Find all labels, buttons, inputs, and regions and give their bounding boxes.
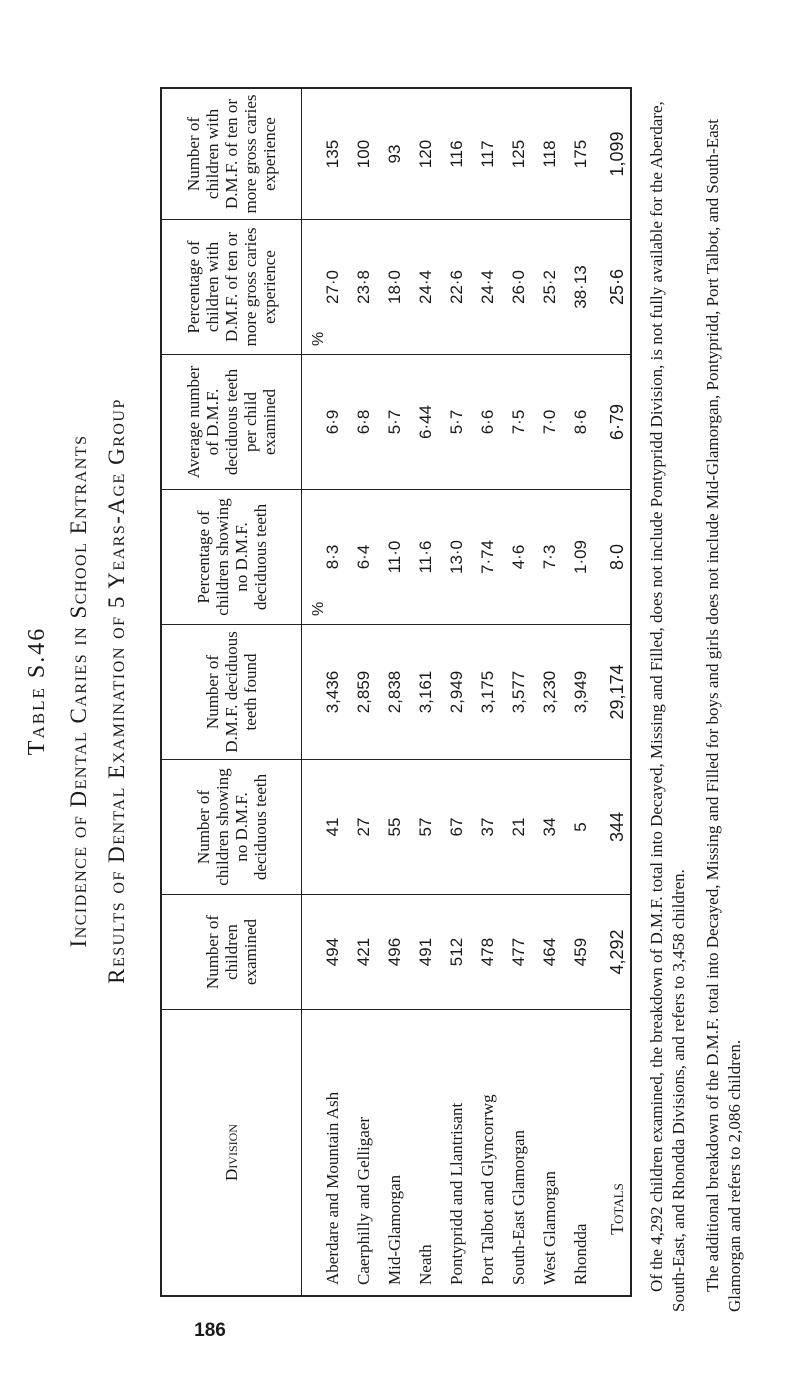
column-no-dmf: [162, 760, 630, 895]
header-num-ten: Number of children with D.M.F. of ten or more gross caries experience: [162, 89, 302, 219]
table-subtitle: Results of Dental Examination of 5 Years-Age Group: [104, 398, 129, 984]
dmf-teeth-cell: 3,949: [571, 670, 590, 714]
division-cell: Aberdare and Mountain Ash: [323, 1091, 342, 1285]
examined-cell: 477: [509, 937, 528, 967]
dmf-teeth-cell: 3,436: [323, 670, 342, 714]
pct-ten-cell: 27·0: [323, 269, 342, 305]
avg-dmf-cell: 7·5: [509, 409, 528, 435]
num-ten-cell: 93: [385, 144, 404, 164]
pct-ten-total: 25·6: [607, 268, 627, 306]
table-number: Table S.46: [24, 626, 50, 756]
dmf-teeth-cell: 3,161: [416, 670, 435, 714]
division-cell: Pontypridd and Llantrisant: [447, 1102, 466, 1285]
footnotes: [646, 52, 758, 1312]
division-cell: Neath: [416, 1244, 435, 1285]
pct-ten-cell: 22·6: [447, 269, 466, 305]
no-dmf-cell: 57: [416, 817, 435, 837]
pct-no-dmf-total: 8·0: [607, 544, 627, 571]
examined-cell: 494: [323, 937, 342, 967]
pct-ten-cell: 26·0: [509, 269, 528, 305]
examined-cell: 421: [354, 937, 373, 967]
examined-total: 4,292: [607, 929, 627, 975]
table-title: Incidence of Dental Caries in School Entrants: [66, 434, 91, 948]
pct-no-dmf-cell: 13·0: [447, 539, 466, 575]
avg-dmf-cell: 6·44: [416, 404, 435, 440]
examined-cell: 496: [385, 937, 404, 967]
avg-dmf-total: 6·79: [607, 403, 627, 441]
dmf-teeth-cell: 2,838: [385, 670, 404, 714]
dmf-teeth-cell: 3,230: [540, 670, 559, 714]
division-cell: South-East Glamorgan: [509, 1129, 528, 1285]
pct-no-dmf-cell: 8·3: [323, 544, 342, 570]
division-cell: Port Talbot and Glyncorrwg: [478, 1094, 497, 1285]
dmf-teeth-cell: 3,175: [478, 670, 497, 714]
num-ten-cell: 100: [354, 139, 373, 169]
pct-no-dmf-cell: 7·74: [478, 539, 497, 575]
pct-ten-cell: 24·4: [478, 269, 497, 305]
header-pct-ten: Percentage of children with D.M.F. of ten or more gross caries experience: [162, 220, 302, 354]
num-ten-cell: 117: [478, 140, 497, 168]
no-dmf-cell: 21: [509, 817, 528, 837]
division-cell: West Glamorgan: [540, 1171, 559, 1285]
avg-dmf-cell: 6·8: [354, 409, 373, 435]
num-ten-total: 1,099: [607, 131, 627, 177]
examined-cell: 464: [540, 937, 559, 967]
page-number: 186: [194, 1320, 226, 1341]
no-dmf-cell: 34: [540, 817, 559, 837]
avg-dmf-cell: 5·7: [447, 409, 466, 435]
division-cell: Mid-Glamorgan: [385, 1174, 404, 1285]
footnote: Of the 4,292 children examined, the breakdown of D.M.F. total into Decayed, Missing and Filled, does not include Pontypridd Division, is not fully available for the Aberdare, South-East, and Rhondda Divisions, and refers to 3,458 children.: [647, 101, 688, 1312]
column-avg-dmf: [162, 355, 630, 490]
percent-unit: %: [310, 331, 327, 346]
column-division: [162, 1010, 630, 1295]
pct-ten-cell: 25·2: [540, 269, 559, 305]
num-ten-cell: 175: [571, 139, 590, 169]
header-division: Division: [162, 1010, 302, 1295]
header-no-dmf: Number of children showing no D.M.F. deciduous teeth: [162, 760, 302, 894]
no-dmf-cell: 67: [447, 817, 466, 837]
pct-ten-cell: 24·4: [416, 269, 435, 305]
avg-dmf-cell: 6·9: [323, 409, 342, 435]
column-pct-ten: [162, 220, 630, 355]
no-dmf-total: 344: [607, 811, 627, 843]
no-dmf-cell: 5: [571, 822, 590, 832]
pct-no-dmf-cell: 7·3: [540, 544, 559, 570]
examined-cell: 478: [478, 937, 497, 967]
pct-no-dmf-cell: 11·0: [385, 540, 404, 574]
percent-unit: %: [310, 601, 327, 616]
pct-ten-cell: 23·8: [354, 269, 373, 305]
avg-dmf-cell: 7·0: [540, 409, 559, 435]
dmf-teeth-cell: 2,949: [447, 670, 466, 714]
caries-table: [160, 87, 632, 1297]
header-examined: Number of children examined: [162, 895, 302, 1009]
avg-dmf-cell: 8·6: [571, 409, 590, 435]
header-avg-dmf: Average number of D.M.F. deciduous teeth per child examined: [162, 355, 302, 489]
num-ten-cell: 125: [509, 139, 528, 169]
avg-dmf-cell: 6·6: [478, 409, 497, 435]
dmf-teeth-cell: 3,577: [509, 670, 528, 714]
num-ten-cell: 116: [447, 140, 466, 168]
header-dmf-teeth: Number of D.M.F. deciduous teeth found: [162, 625, 302, 759]
column-examined: [162, 895, 630, 1010]
column-dmf-teeth: [162, 625, 630, 760]
no-dmf-cell: 27: [354, 817, 373, 837]
footnote: The additional breakdown of the D.M.F. total into Decayed, Missing and Filled for boys and girls does not include Mid-Glamorgan, Pontypridd, Port Talbot, and South-East Glamorgan and refers to 2,086 children.: [703, 119, 744, 1312]
pct-no-dmf-cell: 6·4: [354, 544, 373, 570]
examined-cell: 491: [416, 937, 435, 967]
division-cell: Rhondda: [571, 1223, 590, 1285]
pct-no-dmf-cell: 11·6: [416, 540, 435, 574]
division-cell: Caerphilly and Gelligaer: [354, 1116, 373, 1285]
examined-cell: 459: [571, 937, 590, 967]
header-pct-no-dmf: Percentage of children showing no D.M.F. deciduous teeth: [162, 490, 302, 624]
num-ten-cell: 118: [540, 140, 559, 168]
no-dmf-cell: 41: [323, 817, 342, 837]
dmf-teeth-total: 29,174: [607, 664, 627, 720]
pct-no-dmf-cell: 1·09: [571, 539, 590, 575]
examined-cell: 512: [447, 937, 466, 967]
totals-label: Totals: [607, 1183, 627, 1235]
pct-ten-cell: 38·13: [571, 265, 590, 309]
pct-ten-cell: 18·0: [385, 269, 404, 305]
column-pct-no-dmf: [162, 490, 630, 625]
num-ten-cell: 120: [416, 139, 435, 169]
column-num-ten: [162, 89, 630, 220]
pct-no-dmf-cell: 4·6: [509, 544, 528, 570]
dmf-teeth-cell: 2,859: [354, 670, 373, 714]
avg-dmf-cell: 5·7: [385, 409, 404, 435]
no-dmf-cell: 55: [385, 817, 404, 837]
no-dmf-cell: 37: [478, 817, 497, 837]
num-ten-cell: 135: [323, 139, 342, 169]
